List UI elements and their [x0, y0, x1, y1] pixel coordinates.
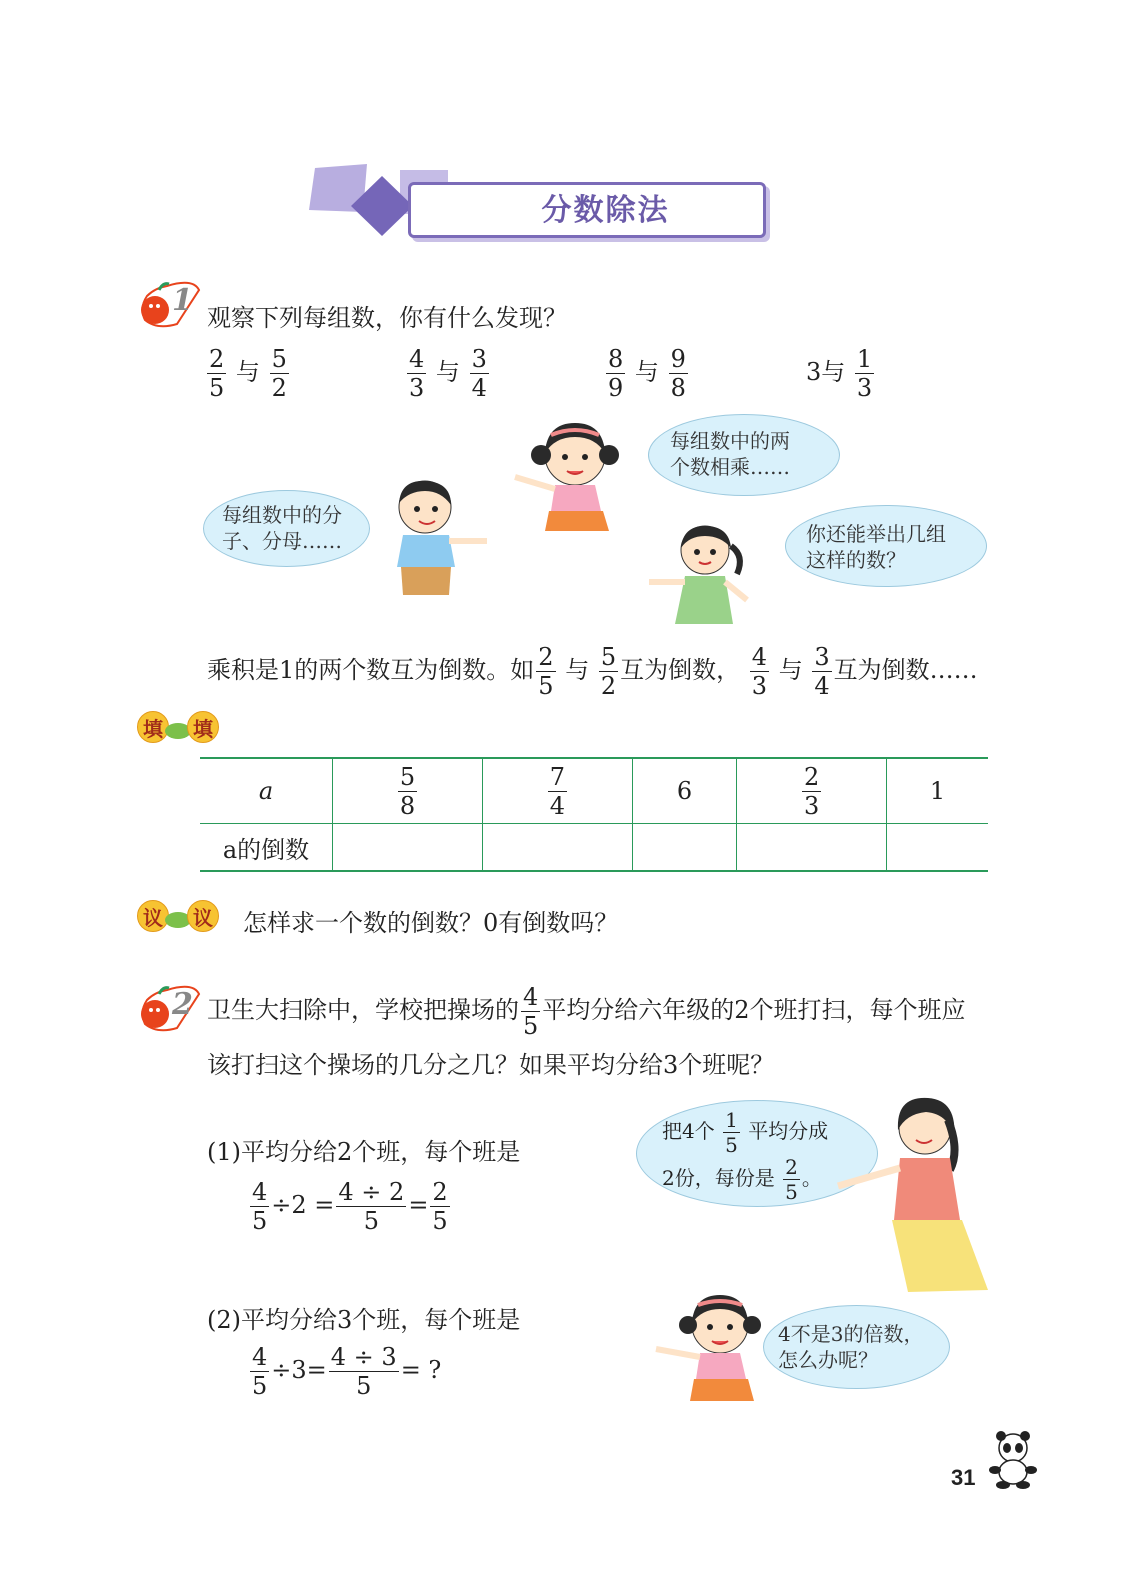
table-answer-cell[interactable]: [887, 824, 988, 872]
table-header-a: a: [200, 758, 333, 824]
pair-2: $\frac{4}{3}$ 与 $\frac{3}{4}$: [409, 345, 487, 402]
teacher-illustration: [830, 1090, 995, 1300]
table-answer-cell[interactable]: [632, 824, 736, 872]
example-2-problem-line-2: 该打扫这个操场的几分之几？如果平均分给3个班呢？: [207, 1051, 775, 1079]
reciprocal-table: [200, 757, 988, 872]
discuss-tag: 议 议: [137, 900, 219, 932]
table-answer-cell[interactable]: [482, 824, 632, 872]
part-1-label: (1)平均分给2个班，每个班是: [207, 1138, 521, 1166]
page-title: 分数除法: [541, 193, 670, 228]
boy-pointing-illustration: [375, 475, 495, 600]
pair-4: 3与 $\frac{1}{3}$: [806, 345, 873, 402]
girl-pointing-illustration: [505, 415, 630, 535]
table-answer-cell[interactable]: [333, 824, 483, 872]
discuss-question: 怎样求一个数的倒数？0有倒数吗？: [243, 909, 619, 937]
speech-girl-1-text: 每组数中的两 个数相乘……: [670, 429, 790, 479]
table-answer-cell[interactable]: [737, 824, 887, 872]
speech-teacher-text: 把4个 $\frac{1}{5}$ 平均分成 2份，每份是 $\frac{2}{5}$ 。: [662, 1108, 829, 1204]
table-header-reciprocal: a的倒数: [200, 824, 333, 872]
table-cell-value: 1: [887, 758, 988, 824]
table-cell-value: 6: [632, 758, 736, 824]
fill-in-tag: 填 填: [137, 711, 219, 743]
table-cell-value: $\frac{7}{4}$: [482, 758, 632, 824]
part-2-equation: $\frac{4}{5}$ ÷3= $\frac{4 \div 3}{5}$ = ?: [252, 1343, 442, 1400]
part-2-label: (2)平均分给3个班，每个班是: [207, 1306, 521, 1334]
speech-boy-text: 每组数中的分 子、分母……: [222, 503, 342, 553]
reciprocal-definition: 乘积是1的两个数互为倒数。如 $\frac{2}{5}$ 与 $\frac{5}{2}$ 互为倒数， $\frac{4}{3}$ 与 $\frac{3}{4}$ 互为倒数……: [207, 643, 978, 700]
speech-girl-2-text: 你还能举出几组 这样的数？: [806, 522, 946, 572]
example-2-number: 2: [172, 987, 193, 1022]
page-number: 31: [951, 1465, 976, 1490]
table-cell-value: $\frac{2}{3}$: [737, 758, 887, 824]
example-1-question: 观察下列每组数，你有什么发现？: [207, 304, 567, 332]
part-1-equation: $\frac{4}{5}$ ÷2 = $\frac{4 \div 2}{5}$ = $\frac{2}{5}$: [252, 1178, 448, 1235]
pair-3: $\frac{8}{9}$ 与 $\frac{9}{8}$: [608, 345, 686, 402]
example-2-problem-line-1: 卫生大扫除中，学校把操场的 $\frac{4}{5}$ 平均分给六年级的2个班打扫，每个班应: [207, 983, 966, 1040]
speech-girl-3-text: 4不是3的倍数， 怎么办呢？: [778, 1322, 924, 1372]
girl-thinking-illustration: [650, 1285, 765, 1405]
example-1-number: 1: [172, 283, 193, 318]
pair-1: $\frac{2}{5}$ 与 $\frac{5}{2}$: [209, 345, 287, 402]
girl-gesturing-illustration: [645, 520, 755, 630]
table-cell-value: $\frac{5}{8}$: [333, 758, 483, 824]
panda-icon: [985, 1430, 1040, 1490]
